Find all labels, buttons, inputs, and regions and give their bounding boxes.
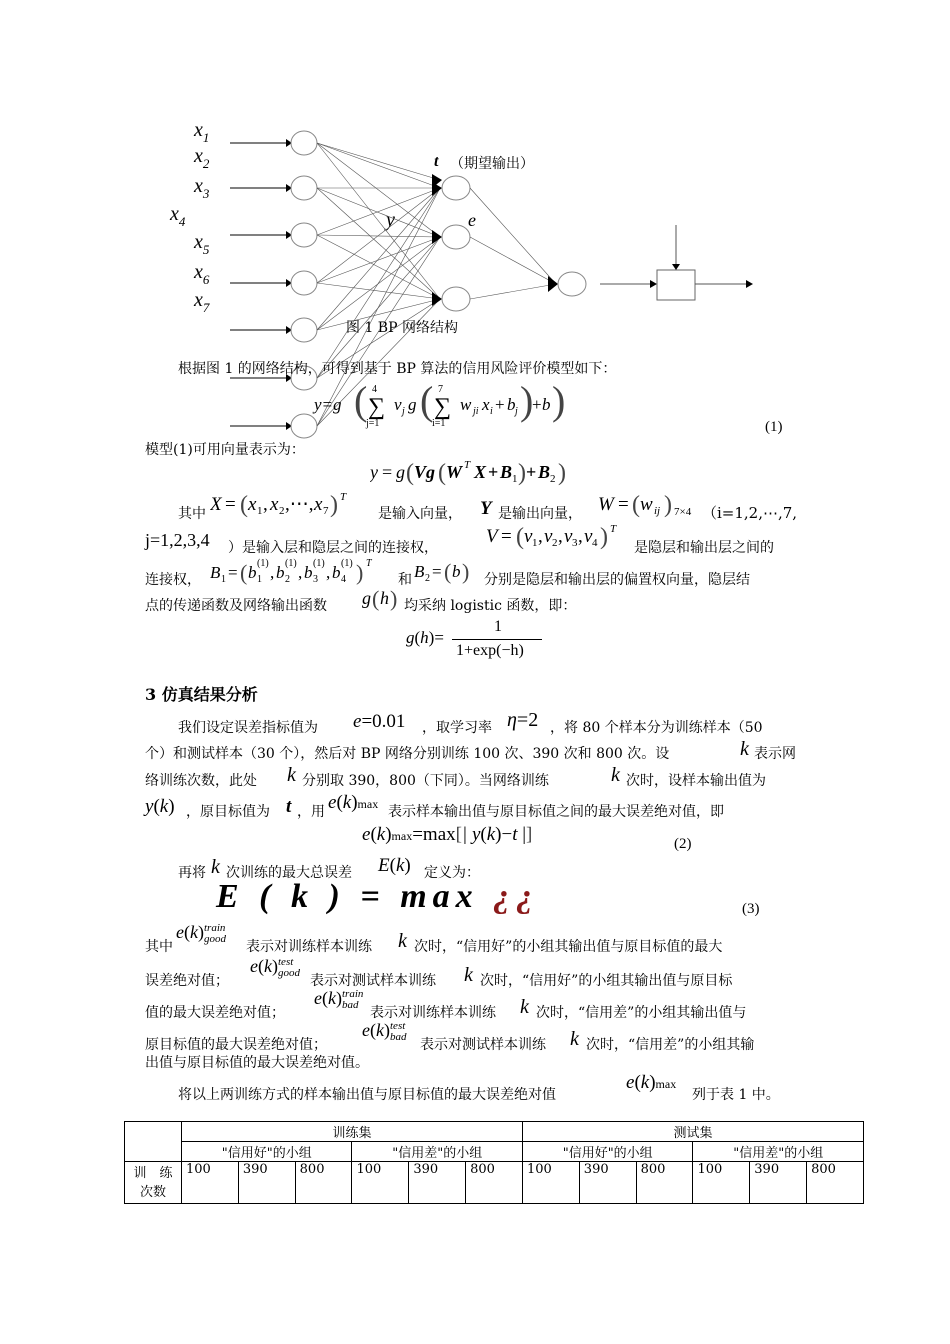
svg-text:=: = (228, 563, 238, 582)
table-cell: 800 (295, 1162, 352, 1204)
math-y-k: y(k) (145, 796, 175, 817)
svg-text:7: 7 (323, 505, 329, 517)
math-B1-vector (210, 552, 400, 586)
svg-text:(: ( (354, 378, 368, 423)
svg-text:i: i (490, 406, 493, 417)
d4-part-c: 次时，“信用差”的小组其输 (586, 1037, 755, 1053)
index-range-i: （i=1,2,⋯,7, (702, 504, 798, 522)
math-k: k (211, 856, 220, 878)
s1-part-c: ，将 80 个样本分为训练样本（50 (550, 720, 763, 736)
svg-text:T: T (366, 558, 372, 569)
svg-text:(: ( (406, 460, 414, 486)
equation-3 (216, 878, 539, 916)
svg-text:=: = (618, 494, 629, 515)
table-row-label: 训 练 次数 (125, 1162, 182, 1204)
svg-text:∑: ∑ (434, 394, 452, 420)
input-node (291, 318, 317, 342)
d2-part-b: 表示对测试样本训练 (310, 973, 436, 989)
svg-text:3: 3 (572, 537, 578, 549)
svg-text:): ) (520, 378, 534, 423)
svg-text:ji: ji (473, 406, 479, 417)
math-Y: Y (480, 498, 492, 519)
input-node (291, 223, 317, 247)
table-row (125, 1162, 864, 1204)
s4-part-b: ，用 (297, 804, 325, 820)
paragraph-model-intro: 根据图 1 的网络结构，可得到基于 BP 算法的信用风险评价模型如下： (178, 361, 617, 377)
math-e-value: e=0.01 (353, 711, 406, 732)
and-label: 和 (398, 572, 412, 588)
s3-part-c: 次时，设样本输出值为 (626, 773, 766, 789)
equation-1 (310, 378, 570, 434)
svg-text:): ) (664, 492, 672, 518)
paragraph-vector-form: 模型(1)可用向量表示为： (145, 442, 305, 458)
input-label-x2: $x_2$ (194, 145, 210, 171)
d3-part-b: 表示对训练样本训练 (370, 1005, 496, 1021)
hidden-node (442, 287, 470, 311)
svg-text:w: w (640, 494, 653, 515)
svg-text:b: b (452, 562, 461, 581)
svg-text:,: , (578, 526, 583, 547)
table-cell: 100 (522, 1162, 579, 1204)
svg-text:V: V (486, 526, 498, 547)
svg-text:W: W (598, 494, 614, 515)
svg-text:2: 2 (550, 473, 556, 485)
output-node (558, 272, 586, 296)
table-subheader: "信用差"的小组 (352, 1142, 522, 1162)
last-part-a: 将以上两训练方式的样本输出值与原目标值的最大误差绝对值 (178, 1087, 556, 1103)
svg-text:b: b (276, 563, 285, 582)
table-cell: 390 (750, 1162, 807, 1204)
results-table (124, 1121, 864, 1204)
svg-text:b: b (304, 563, 313, 582)
table-cell: 800 (807, 1162, 864, 1204)
svg-text:j: j (402, 406, 405, 417)
d1-part-b: 表示对训练样本训练 (246, 939, 372, 955)
svg-text:): ) (356, 560, 364, 585)
hidden-node (442, 225, 470, 249)
svg-text:1: 1 (257, 505, 263, 517)
svg-text:(1): (1) (257, 558, 269, 569)
svg-text:i=1: i=1 (432, 418, 446, 429)
svg-text:X: X (474, 462, 487, 482)
math-W-matrix (598, 488, 708, 520)
table-cell: 100 (352, 1162, 409, 1204)
svg-text:b: b (248, 563, 257, 582)
svg-text:v: v (564, 526, 573, 547)
math-e-bad-train: e(k)train bad (314, 987, 364, 1011)
input-label-x3: $x_3$ (194, 175, 210, 201)
svg-text:T: T (340, 491, 347, 503)
s5-part-c: 定义为： (424, 865, 480, 881)
svg-text:7: 7 (438, 384, 443, 395)
math-k: k (611, 764, 620, 786)
fraction-bar (452, 639, 542, 640)
svg-text:(: ( (240, 560, 248, 585)
svg-text:2: 2 (279, 505, 285, 517)
d4-part-b: 表示对测试样本训练 (420, 1037, 546, 1053)
input-node (291, 271, 317, 295)
d2-part-a: 误差绝对值； (145, 973, 229, 989)
equation-2: e(k)max=max[| y(k)−t |] (362, 824, 533, 845)
math-g-h (362, 584, 408, 612)
s5-part-a: 再将 (178, 865, 206, 881)
svg-text:=: = (432, 562, 442, 581)
table-row (125, 1142, 864, 1162)
g-h-denominator: 1+exp(−h) (456, 642, 524, 659)
g-h-numerator: 1 (494, 618, 502, 635)
table-cell: 800 (636, 1162, 693, 1204)
s4-part-c: 表示样本输出值与原目标值之间的最大误差绝对值，即 (388, 804, 724, 820)
svg-text:B: B (414, 562, 425, 581)
svg-text:,: , (558, 526, 563, 547)
math-e-good-train: e(k)train good (176, 921, 226, 945)
math-e-good-test: e(k)test good (250, 955, 300, 979)
s1-part-a: 我们设定误差指标值为 (178, 720, 318, 736)
svg-text:B: B (538, 462, 551, 482)
svg-text:X: X (210, 494, 222, 515)
transfer-function-desc: 点的传递函数及网络输出函数 (145, 598, 327, 614)
svg-text:2: 2 (425, 573, 430, 584)
svg-text:x: x (482, 395, 490, 414)
table-cell: 390 (238, 1162, 295, 1204)
svg-text:j: j (515, 406, 518, 417)
last-part-b: 列于表 1 中。 (692, 1087, 780, 1103)
input-node (291, 176, 317, 200)
svg-text:j=1: j=1 (366, 418, 380, 429)
math-e-k-max: e(k)max (626, 1072, 677, 1093)
math-V-vector (486, 520, 636, 552)
table-header-test: 测试集 (522, 1122, 863, 1142)
hidden-output-desc: 是隐层和输出层之间的 (634, 540, 774, 556)
svg-text:+: + (526, 462, 537, 482)
svg-text:=: = (501, 526, 512, 547)
d1-part-a: 其中 (145, 939, 173, 955)
svg-text:∑: ∑ (368, 394, 386, 420)
math-k: k (570, 1028, 579, 1050)
math-eta: η=2 (507, 709, 539, 731)
math-E-k: E(k) (378, 855, 411, 876)
table-header-train: 训练集 (182, 1122, 523, 1142)
s4-part-a: ，原目标值为 (186, 804, 270, 820)
svg-text:T: T (610, 523, 617, 535)
svg-text:1: 1 (512, 473, 518, 485)
math-e-bad-test: e(k)test bad (362, 1019, 407, 1043)
svg-text:B: B (500, 462, 513, 482)
svg-text:x: x (248, 494, 257, 515)
svg-text:v: v (394, 395, 402, 414)
svg-text:+: + (488, 462, 499, 482)
svg-text:): ) (518, 460, 526, 486)
math-X-vector (210, 488, 370, 520)
svg-text:x: x (314, 494, 323, 515)
label-t: t (434, 153, 439, 170)
svg-text:Vg: Vg (414, 462, 436, 482)
svg-text:): ) (600, 524, 608, 550)
figure-caption: 图 1 BP 网络结构 (346, 320, 458, 336)
output-vector-desc: 是输出向量， (498, 506, 582, 522)
equation-3-number: (3) (742, 901, 760, 917)
d3-part-a: 值的最大误差绝对值； (145, 1005, 285, 1021)
svg-text:(: ( (632, 492, 640, 518)
equation-1-number: (1) (765, 419, 783, 435)
svg-text:y=g: y=g (314, 395, 342, 414)
svg-text:v: v (584, 526, 593, 547)
svg-text:,: , (263, 494, 268, 515)
d2-part-c: 次时，“信用好”的小组其输出值与原目标 (480, 973, 733, 989)
svg-text:(: ( (240, 492, 248, 518)
svg-text:b: b (332, 563, 341, 582)
table-subheader: "信用好"的小组 (522, 1142, 692, 1162)
svg-text:v: v (544, 526, 553, 547)
svg-text:+: + (532, 395, 542, 414)
svg-text:,: , (270, 563, 275, 582)
svg-text:y: y (370, 462, 378, 482)
g-h-lhs: g(h)= (406, 628, 444, 647)
svg-text:1: 1 (532, 537, 538, 549)
svg-text:b: b (507, 395, 516, 414)
svg-text:): ) (558, 460, 566, 486)
svg-text:3: 3 (313, 574, 318, 585)
where-label: 其中 (178, 506, 206, 522)
svg-text:): ) (552, 378, 566, 423)
svg-text:w: w (460, 395, 472, 414)
svg-text:b: b (542, 395, 551, 414)
math-k: k (398, 930, 407, 952)
s2-line: 个）和测试样本（30 个），然后对 BP 网络分别训练 100 次、390 次和 800 次。设 (145, 746, 670, 762)
logistic-desc: 均采纳 logistic 函数，即： (404, 598, 577, 614)
input-label-x6: $x_6$ (194, 261, 210, 287)
input-label-x4: $x_4$ (170, 203, 186, 229)
table-cell: 390 (409, 1162, 466, 1204)
input-hidden-weights-desc: ）是输入层和隐层之间的连接权， (228, 540, 438, 556)
table-subheader: "信用差"的小组 (693, 1142, 864, 1162)
input-label-x7: $x_7$ (194, 289, 210, 315)
svg-text:ij: ij (654, 505, 661, 517)
d3-part-c: 次时，“信用差”的小组其输出值与 (536, 1005, 747, 1021)
input-label-x5: $x_5$ (194, 231, 210, 257)
table-corner (125, 1122, 182, 1162)
svg-text:B: B (210, 563, 221, 582)
error-box (657, 270, 695, 300)
svg-text:(: ( (420, 378, 434, 423)
svg-text:(: ( (372, 586, 380, 611)
index-range-j: j=1,2,3,4 (145, 530, 210, 550)
svg-text:(1): (1) (341, 558, 353, 569)
s3-part-a: 络训练次数，此处 (145, 773, 257, 789)
svg-text:,⋯,: ,⋯, (285, 494, 314, 515)
input-node (291, 131, 317, 155)
svg-text:W: W (446, 462, 463, 482)
svg-text:,: , (538, 526, 543, 547)
input-vector-desc: 是输入向量， (378, 506, 462, 522)
svg-text:h: h (380, 588, 389, 608)
table-subheader: "信用好"的小组 (182, 1142, 352, 1162)
s3-part-b: 分别取 390，800（下同）。当网络训练 (302, 773, 549, 789)
svg-text:): ) (390, 586, 398, 611)
label-y: y (386, 209, 395, 231)
equation-3-tail: ¿¿ (493, 878, 540, 915)
s2-tail: 表示网 (754, 746, 796, 762)
svg-text:4: 4 (592, 537, 598, 549)
table-cell: 390 (579, 1162, 636, 1204)
math-B2 (414, 555, 484, 585)
s5-part-b: 次训练的最大总误差 (226, 865, 352, 881)
d1-part-c: 次时，“信用好”的小组其输出值与原目标值的最大 (414, 939, 723, 955)
table-row (125, 1122, 864, 1142)
section-heading: 3 仿真结果分析 (145, 685, 258, 704)
input-label-x1: $x_1$ (194, 119, 210, 145)
svg-text:x: x (270, 494, 279, 515)
equation-2-number: (2) (674, 836, 692, 852)
svg-text:(1): (1) (285, 558, 297, 569)
math-k: k (740, 738, 749, 760)
d4-part-a: 原目标值的最大误差绝对值； (145, 1037, 327, 1053)
svg-text:1: 1 (257, 574, 262, 585)
d5-line: 出值与原目标值的最大误差绝对值。 (145, 1055, 369, 1071)
svg-text:(: ( (444, 559, 452, 584)
table-cell: 800 (466, 1162, 523, 1204)
svg-text:+: + (495, 395, 505, 414)
svg-text:g: g (396, 462, 405, 482)
table-cell: 100 (693, 1162, 750, 1204)
svg-text:v: v (524, 526, 533, 547)
svg-text:g: g (362, 588, 371, 608)
svg-text:=: = (225, 494, 236, 515)
label-t-note: （期望输出） (450, 156, 534, 172)
math-e-k-max: e(k)max (328, 792, 379, 813)
table-cell: 100 (182, 1162, 239, 1204)
svg-text:(1): (1) (313, 558, 325, 569)
math-k: k (464, 964, 473, 986)
svg-text:2: 2 (285, 574, 290, 585)
equation-3-main: E ( k ) = max (216, 878, 479, 915)
svg-text:2: 2 (552, 537, 558, 549)
bias-desc: 分别是隐层和输出层的偏置权向量，隐层结 (484, 572, 750, 588)
svg-text:7×4: 7×4 (674, 506, 692, 518)
label-e: e (468, 210, 476, 230)
svg-text:4: 4 (341, 574, 346, 585)
hidden-node (442, 176, 470, 200)
svg-text:T: T (464, 459, 471, 471)
svg-text:=: = (382, 462, 393, 482)
svg-text:(: ( (438, 460, 446, 486)
svg-text:(: ( (516, 524, 524, 550)
svg-text:g: g (408, 395, 417, 414)
math-k: k (520, 996, 529, 1018)
svg-text:,: , (298, 563, 303, 582)
svg-text:): ) (330, 492, 338, 518)
svg-text:4: 4 (372, 384, 377, 395)
math-t: t (286, 796, 292, 817)
weights-label: 连接权， (145, 572, 201, 588)
math-k: k (287, 764, 296, 786)
s1-part-b: ，取学习率 (422, 720, 492, 736)
svg-text:): ) (462, 559, 470, 584)
svg-text:,: , (326, 563, 331, 582)
svg-text:1: 1 (221, 574, 226, 585)
equation-vector (370, 456, 590, 488)
